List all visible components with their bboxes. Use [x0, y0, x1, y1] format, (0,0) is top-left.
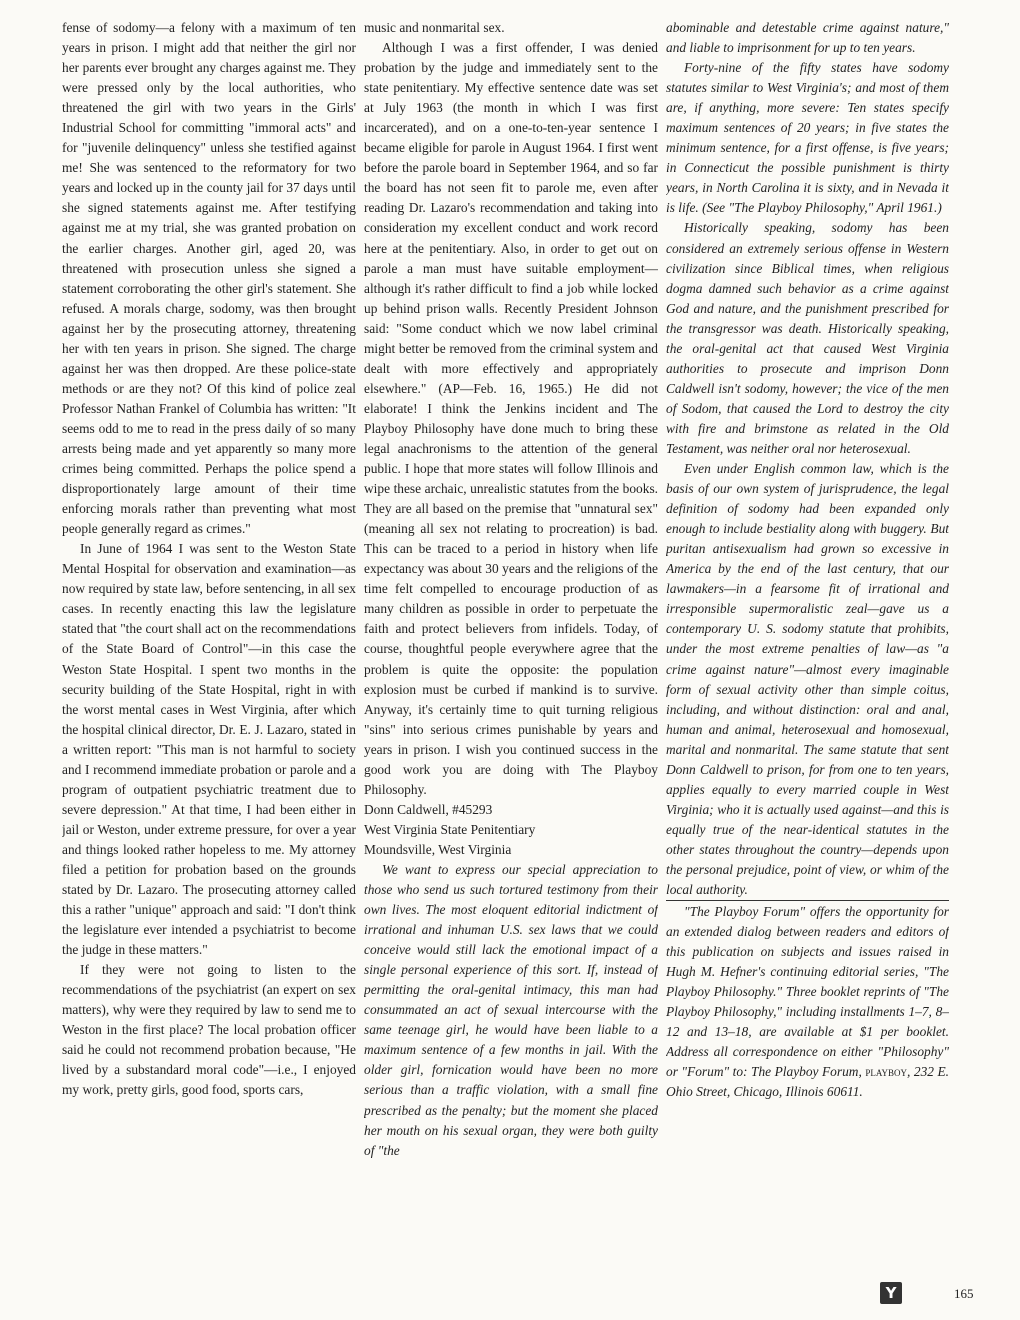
- editor-reply: We want to express our special appreciation to those who send us such tortured testimony from their own lives. The most eloquent editorial indictment of irrational and inhuman U.S. sex laws that we could conceive would still lack the emotional impact of a single personal experience of this sort. If, instead of permitting the oral-genital intimacy, this man had consummated an act of sexual intercourse with the same teenage girl, he would have been liable to a maximum sentence of a few months in jail. With the older girl, fornication would have been no more serious than a traffic violation, with a small fine prescribed as the penalty; but the moment she placed her mouth on his sexual organ, they were both guilty of "the: [364, 861, 658, 1158]
- letter-paragraph: If they were not going to listen to the recommendations of the psychiatrist (an expert on sex matters), why were they required by law to send me to Weston in the first place? The local probation officer said he could not recommend probation because, "He lived by a substandard moral code"—i.e., I enjoyed my work, pretty girls, good food, sports cars,: [62, 962, 356, 1098]
- letter-paragraph: In June of 1964 I was sent to the Weston State Mental Hospital for observation and examination—as now required by state law, before sentencing, in all sex cases. In recently enacting this law the legislature stated that "the court shall act on the recommendations of the State Board of Control"—in this case the Weston State Hospital. I spent two months in the security building of the State Hospital, right in with the worst mental cases in West Virginia, after which the hospital clinical director, Dr. E. J. Lazaro, stated in a written report: "This man is not harmful to society and I recommend immediate probation or parole and a program of outpatient psychiatric treatment due to severe depression." At that time, I had been either in jail or Weston, under extreme pressure, for over a year and things looked rather hopeless to me. My attorney filed a petition for probation based on the grounds stated by Dr. Lazaro. The prosecuting attorney called this a rather "unique" approach and said: "I don't think the legislature ever intended a psychiatrist to become the judge in these matters.": [62, 541, 356, 958]
- editor-reply: abominable and detestable crime against nature," and liable to imprisonment for up to ten years.: [666, 20, 949, 56]
- signature-name: Donn Caldwell, #45293: [364, 801, 493, 817]
- letter-paragraph: fense of sodomy—a felony with a maximum of ten years in prison. I might add that neither the girl nor her parents ever brought any charges against me. They were pressed only by the local authorities, who threatened the girl with two years in the Girls' Industrial School for committing "immoral acts" and for "juvenile delinquency" unless she testified against me! She was sentenced to the reformatory for two years and locked up in the county jail for 37 days until she signed statements against me. After testifying against me at my trial, she was granted probation on the earlier charges. Another girl, aged 20, was threatened with prosecution unless she signed a statement corroborating the other girl's statement. She refused. A morals charge, sodomy, was then brought against her by the prosecuting attorney, threatening her with ten years in prison. She signed. The charge against her was then dropped. Are these police-state methods or are they not? Of this kind of police zeal Professor Nathan Frankel of Columbia has written: "It seems odd to me to read in the press daily of so many arrests being made and yet apparently so many more crimes being committed. Perhaps the police spend a disproportionately large amount of their time enforcing morals rather than preventing what most people generally regard as crimes.": [62, 20, 356, 537]
- signature-city: Moundsville, West Virginia: [364, 841, 512, 857]
- signature-institution: West Virginia State Penitentiary: [364, 821, 536, 837]
- forum-notice-address: , 232 E. Ohio Street, Chicago, Illinois 60611.: [666, 1064, 949, 1100]
- text-column-1: [62, 18, 356, 1308]
- letter-paragraph: music and nonmarital sex.: [364, 20, 505, 35]
- forum-notice-brand: playboy: [865, 1064, 908, 1080]
- page-number: 165: [954, 1286, 974, 1301]
- editor-reply: Even under English common law, which is the basis of our own system of jurisprudence, the legal definition of sodomy had been expanded only enough to include bestiality along with buggery. But puritan antisexualism had grown so excessive in America by the end of the last century, that our lawmakers—in a fearsome fit of irrational and irresponsible supermoralistic zeal—gave us a contemporary U. S. sodomy statute that prohibits, under the most extreme penalties of law—as "a crime against nature"—almost every imaginable form of sexual activity other than simple coitus, including, and without distinction: oral and anal, human and animal, heterosexual and homosexual, marital and nonmarital. The same statute that sent Donn Caldwell to prison, for from one to ten years, applies equally to every married couple in West Virginia; who it is actually used against—and this is equally true of the near-identical statutes in the other states throughout the country—depends upon the personal prejudice, point of view, or whim of the local authority.: [666, 461, 949, 898]
- forum-notice-text: "The Playboy Forum" offers the opportunity for an extended dialog between readers and editors of this publication on subjects and issues raised in Hugh M. Hefner's continuing editorial series, "The Playboy Philosophy." Three booklet reprints of "The Playboy Philosophy," including installments 1–7, 8–12 and 13–18, are available at $1 per booklet. Address all correspondence on either "Philosophy" or "Forum" to: The Playboy Forum,: [666, 904, 949, 1080]
- letter-paragraph: Although I was a first offender, I was denied probation by the judge and immediately sent to the state penitentiary. My effective sentence date was set at July 1963 (the month in which I was first incarcerated), and on a one-to-ten-year sentence I became eligible for parole in August 1964. I first went before the parole board in September 1964, and so far the board has not seen fit to parole me, even after reading Dr. Lazaro's recommendation and taking into consideration my excellent conduct and work record here at the penitentiary. Also, in order to get out on parole a man must have suitable employment—although it's rather difficult to find a job while locked up behind prison walls. Recently President Johnson said: "Some conduct which we now label criminal might better be removed from the criminal system and dealt with more effectively and appropriately elsewhere." (AP—Feb. 16, 1965.) He did not elaborate! I think the Jenkins incident and The Playboy Philosophy have done much to bring these legal anachronisms to the attention of the general public. I hope that more states will follow Illinois and wipe these archaic, unrealistic statutes from the books. They are all based on the premise that "unnatural sex" (meaning all sex not relating to procreation) is bad. This can be traced to a period in history when life expectancy was about 30 years and the religions of the time felt compelled to encourage production of as many children as possible in order to perpetuate the faith and protect believers from infidels. Today, of course, thoughtful people everywhere agree that the problem is quite the opposite: the population explosion must be curbed if mankind is to survive. Anyway, it's certainly time to quit turning religious "sins" into serious crimes punishable by years and years in prison. I wish you continued success in the good work you are doing with The Playboy Philosophy.: [364, 40, 658, 797]
- forum-notice: [666, 900, 949, 1102]
- text-column-2: [364, 18, 658, 1308]
- text-column-3: [666, 18, 949, 1308]
- rabbit-logo-icon: Y: [880, 1282, 902, 1304]
- editor-reply: Forty-nine of the fifty states have sodomy statutes similar to West Virginia's; and most of them are, if anything, more severe: Ten states specify maximum sentences of 20 years; in five states the minimum sentence, for a first offense, is five years; in Connecticut the possible punishment is thirty years, in North Carolina it is sixty, and in Nevada it is life. (See "The Playboy Philosophy," April 1961.): [666, 60, 949, 216]
- editor-reply: Historically speaking, sodomy has been considered an extremely serious offense in Western civilization since Biblical times, when religious dogma damned such behavior as a crime against God and nature, and the punishment prescribed for the transgressor was death. Historically speaking, the oral-genital act that caused West Virginia authorities to prosecute and imprison Donn Caldwell isn't sodomy, however; the vice of the men of Sodom, that caused the Lord to destroy the city with fire and brimstone as related in the Old Testament, was neither oral nor heterosexual.: [666, 220, 949, 456]
